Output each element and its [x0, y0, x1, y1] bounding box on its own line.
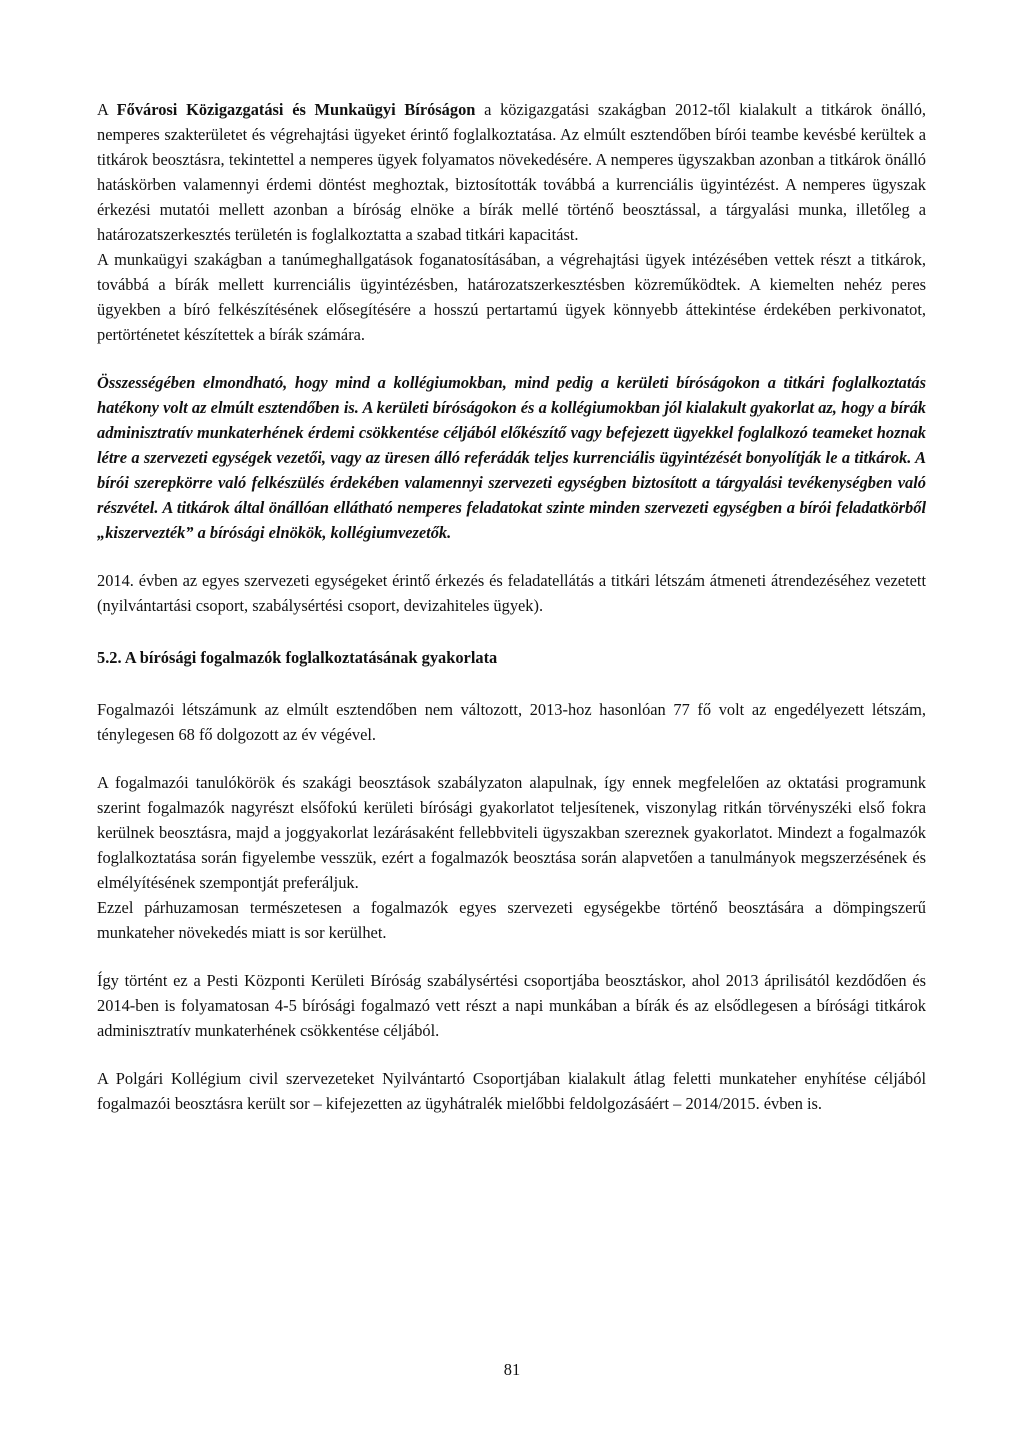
paragraph-civil-college: A Polgári Kollégium civil szervezeteket Nyilvántartó Csoportjában kialakult átlag feletti munkateher enyhítése céljából fogalmazói beosztásra került sor – kifejezetten az ügyhátralék mielőbbi feldolgozásáért – 2014/2015. évben is.	[97, 1069, 926, 1113]
paragraph-pest-court: Így történt ez a Pesti Központi Kerületi Bíróság szabálysértési csoportjába beosztáskor, ahol 2013 áprilisától kezdődően és 2014-ben is folyamatosan 4-5 bírósági fogalmazó vett részt a napi munkában a bírák és az elsődlegesen a bírósági titkárok adminisztratív munkaterhének csökkentése céljából.	[97, 971, 926, 1040]
court-name: Fővárosi Közigazgatási és Munkaügyi Bíróságon	[116, 100, 476, 119]
paragraph-training: A fogalmazói tanulókörök és szakági beosztások szabályzaton alapulnak, így ennek megfelelően az oktatási programunk szerint fogalmazók nagyrészt elsőfokú kerületi bírósági gyakorlatot teljesítenek, viszonylag ritkán törvényszéki első fokra kerülnek beosztásra, majd a joggyakorlat lezárásaként fellebbviteli ügyszakban szereznek gyakorlatot. Mindezt a fogalmazók foglalkoztatása során figyelembe vesszük, ezért a fogalmazók beosztása során alapvetően a tanulmányok megszerzésének és elmélyítésének szempontját preferáljuk.	[97, 773, 926, 892]
paragraph-parallel: Ezzel párhuzamosan természetesen a fogalmazók egyes szervezeti egységekbe történő beosztására a dömpingszerű munkateher növekedés miatt is sor kerülhet.	[97, 898, 926, 942]
document-page	[97, 97, 926, 1116]
paragraph-headcount: Fogalmazói létszámunk az elmúlt esztendőben nem változott, 2013-hoz hasonlóan 77 fő volt az engedélyezett létszám, ténylegesen 68 fő dolgozott az év végével.	[97, 700, 926, 744]
paragraph-court-secretaries	[97, 97, 926, 247]
section-heading: 5.2. A bírósági fogalmazók foglalkoztatásának gyakorlata	[97, 648, 498, 667]
paragraph-2014: 2014. évben az egyes szervezeti egységeket érintő érkezés és feladatellátás a titkári létszám átmeneti átrendezéséhez vezetett (nyilvántartási csoport, szabálysértési csoport, devizahiteles ügyek).	[97, 571, 926, 615]
page-number: 81	[503, 1360, 521, 1379]
paragraph-body: a közigazgatási szakágban 2012-től kialakult a titkárok önálló, nemperes szakterületet és végrehajtási ügyeket érintő foglalkoztatása. Az elmúlt esztendőben bírói teambe kevésbé kerültek a titkárok beosztásra, tekintettel a nemperes ügyek folyamatos növekedésére. A nemperes ügyszakban azonban a titkárok önálló hatáskörben valamennyi érdemi döntést meghoztak, biztosították továbbá a kurrenciális ügyintézést. A nemperes ügyszak érkezési mutatói mellett azonban a bíróság elnöke a bírák mellé történő beosztással, a tárgyalási munka, illetőleg a határozatszerkesztés területén is foglalkoztatta a szabad titkári kapacitást.	[97, 100, 927, 244]
paragraph-labour-section: A munkaügyi szakágban a tanúmeghallgatások foganatosításában, a végrehajtási ügyek intézésében vettek részt a titkárok, továbbá a bírák mellett kurrenciális ügyintézésben, határozatszerkesztésben közreműködtek. A kiemelten nehéz peres ügyekben a bíró felkészítésének elősegítésére a hosszú pertartamú ügyek könnyebb áttekintése érdekében perkivonatot, pertörténetet készítettek a bírák számára.	[97, 250, 926, 344]
summary-paragraph: Összességében elmondható, hogy mind a kollégiumokban, mind pedig a kerületi bíróságokon a titkári foglalkoztatás hatékony volt az elmúlt esztendőben is. A kerületi bíróságokon és a kollégiumokban jól kialakult gyakorlat az, hogy a bírák adminisztratív munkaterhének érdemi csökkentése céljából előkészítő vagy befejezett ügyekkel foglalkozó teameket hoznak létre a szervezeti egységek vezetői, vagy az üresen álló referádák teljes kurrenciális ügyintézését bonyolítják le a titkárok. A bírói szerepkörre való felkészülés érdekében valamennyi szervezeti egységben biztosított a tárgyalási tevékenységben való részvétel. A titkárok által önállóan ellátható nemperes feladatokat szinte minden szervezeti egységben a bírói feladatkörből „kiszervezték” a bírósági elnökök, kollégiumvezetők.	[97, 373, 926, 542]
paragraph-lead: A	[97, 100, 117, 119]
